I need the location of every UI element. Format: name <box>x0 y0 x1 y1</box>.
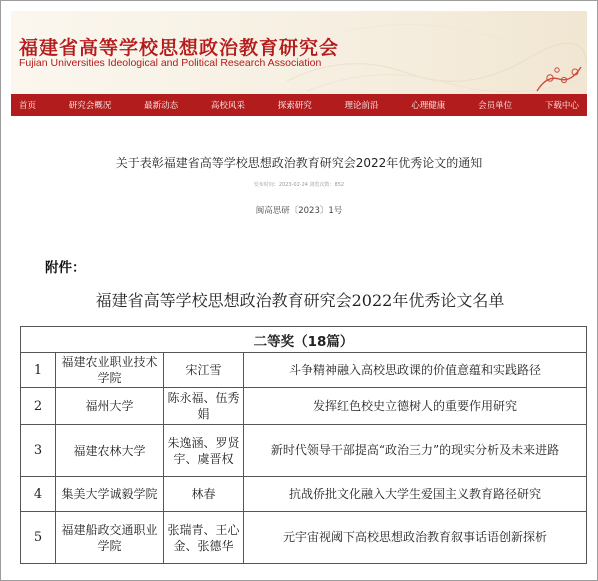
row-unit: 福建农业职业技术学院 <box>56 353 164 388</box>
row-author: 朱逸涵、罗贤宇、虞晋权 <box>164 425 244 477</box>
row-unit: 福州大学 <box>56 388 164 425</box>
table-row <box>21 477 587 512</box>
main-nav-bar <box>11 94 587 116</box>
row-author: 陈永福、伍秀娟 <box>164 388 244 425</box>
site-header <box>11 11 587 94</box>
row-number: 2 <box>21 388 56 425</box>
plum-blossom-emblem-icon <box>535 61 583 93</box>
document-number: 闽高思研〔2023〕1号 <box>255 206 343 216</box>
row-paper-title: 新时代领导干部提高“政治三力”的现实分析及未来进路 <box>244 425 587 477</box>
award-category-header: 二等奖（18篇） <box>21 327 587 353</box>
row-number: 4 <box>21 477 56 512</box>
row-paper-title: 斗争精神融入高校思政课的价值意蕴和实践路径 <box>244 353 587 388</box>
site-title: 福建省高等学校思想政治教育研究会 <box>19 37 340 59</box>
nav-item-home[interactable]: 首页 <box>19 101 37 111</box>
award-list-title: 福建省高等学校思想政治教育研究会2022年优秀论文名单 <box>95 291 505 310</box>
nav-item-members[interactable]: 会员单位 <box>478 101 513 111</box>
nav-item-downloads[interactable]: 下载中心 <box>544 101 579 111</box>
row-paper-title: 元宇宙视阈下高校思想政治教育叙事话语创新探析 <box>244 512 587 564</box>
table-row <box>21 353 587 388</box>
article-meta: 发布时间：2023-02-24 浏览次数：852 <box>253 182 345 188</box>
award-table <box>20 326 587 564</box>
table-header-row <box>21 327 587 353</box>
nav-item-campus[interactable]: 高校风采 <box>210 101 245 111</box>
table-row <box>21 512 587 564</box>
nav-item-research[interactable]: 探索研究 <box>277 101 312 111</box>
row-paper-title: 发挥红色校史立德树人的重要作用研究 <box>244 388 587 425</box>
site-subtitle: Fujian Universities Ideological and Political Research Association <box>19 57 322 69</box>
row-paper-title: 抗战侨批文化融入大学生爱国主义教育路径研究 <box>244 477 587 512</box>
nav-item-about[interactable]: 研究会概况 <box>68 101 112 111</box>
row-number: 3 <box>21 425 56 477</box>
table-row <box>21 388 587 425</box>
row-author: 林春 <box>164 477 244 512</box>
row-author: 张瑞青、王心金、张德华 <box>164 512 244 564</box>
row-unit: 福建船政交通职业学院 <box>56 512 164 564</box>
row-number: 1 <box>21 353 56 388</box>
row-author: 宋江雪 <box>164 353 244 388</box>
row-number: 5 <box>21 512 56 564</box>
nav-item-news[interactable]: 最新动态 <box>144 101 179 111</box>
article-header <box>11 116 587 226</box>
row-unit: 集美大学诚毅学院 <box>56 477 164 512</box>
row-unit: 福建农林大学 <box>56 425 164 477</box>
attachment-label: 附件： <box>45 260 86 276</box>
nav-item-theory[interactable]: 理论前沿 <box>344 101 379 111</box>
article-title: 关于表彰福建省高等学校思想政治教育研究会2022年优秀论文的通知 <box>115 156 483 170</box>
nav-item-psychology[interactable]: 心理健康 <box>411 101 446 111</box>
table-row <box>21 425 587 477</box>
